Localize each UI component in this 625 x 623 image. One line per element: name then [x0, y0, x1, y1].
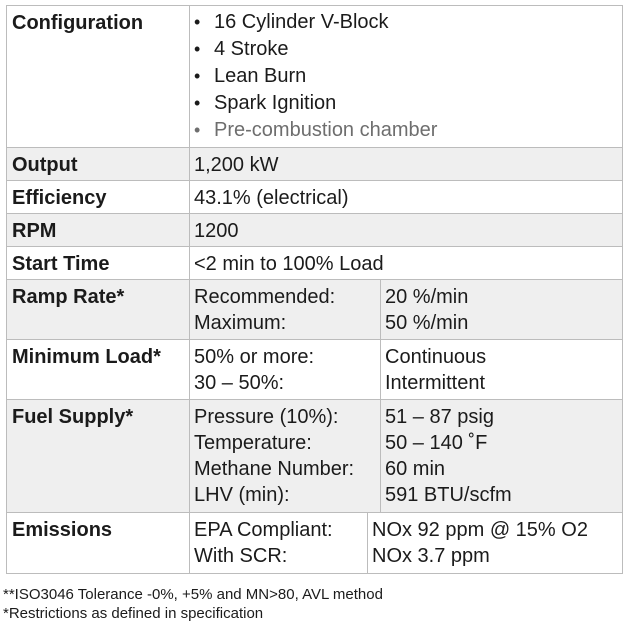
spec-keys	[190, 400, 381, 512]
bullet-icon: •	[194, 66, 201, 86]
spec-label: Fuel Supply*	[7, 400, 190, 513]
spec-key: 30 – 50%:	[194, 372, 285, 394]
spec-key: Temperature:	[194, 432, 312, 454]
list-item: • Spark Ignition	[194, 90, 622, 117]
footnotes	[3, 585, 383, 623]
spec-key: With SCR:	[194, 545, 288, 567]
spec-val: 60 min	[385, 458, 446, 480]
spec-label: RPM	[7, 214, 190, 247]
spec-keys	[190, 280, 381, 339]
configuration-list	[194, 9, 622, 144]
spec-label: Output	[7, 148, 190, 181]
spec-value	[190, 340, 623, 400]
spec-row-start-time	[7, 247, 623, 280]
spec-label: Minimum Load*	[7, 340, 190, 400]
spec-label: Start Time	[7, 247, 190, 280]
spec-keys	[190, 513, 368, 573]
spec-label: Configuration	[7, 6, 190, 148]
spec-key: Maximum:	[194, 312, 287, 334]
spec-vals	[381, 280, 622, 339]
spec-val: Continuous	[385, 346, 487, 368]
spec-key: EPA Compliant:	[194, 519, 333, 541]
spec-label: Emissions	[7, 513, 190, 574]
list-item: • 4 Stroke	[194, 36, 622, 63]
spec-key: Recommended:	[194, 286, 336, 308]
spec-vals	[381, 400, 622, 512]
spec-val: 20 %/min	[385, 286, 469, 308]
list-item: • Pre-combustion chamber	[194, 117, 622, 144]
spec-row-output	[7, 148, 623, 181]
spec-label: Ramp Rate*	[7, 280, 190, 340]
spec-table	[6, 5, 623, 574]
spec-val: 50 %/min	[385, 312, 469, 334]
bullet-icon: •	[194, 12, 201, 32]
spec-row-fuel-supply	[7, 400, 623, 513]
list-item: • Lean Burn	[194, 63, 622, 90]
spec-val: NOx 92 ppm @ 15% O2	[372, 519, 588, 541]
spec-vals	[381, 340, 622, 399]
spec-key: LHV (min):	[194, 484, 290, 506]
spec-keys	[190, 340, 381, 399]
spec-row-efficiency	[7, 181, 623, 214]
spec-val: NOx 3.7 ppm	[372, 545, 490, 567]
spec-row-ramp-rate	[7, 280, 623, 340]
spec-value: 43.1% (electrical)	[190, 181, 623, 214]
spec-row-minimum-load	[7, 340, 623, 400]
spec-label: Efficiency	[7, 181, 190, 214]
spec-row-rpm	[7, 214, 623, 247]
spec-key: 50% or more:	[194, 346, 315, 368]
spec-val: 50 – 140 ˚F	[385, 432, 488, 454]
spec-row-configuration	[7, 6, 623, 148]
spec-key: Methane Number:	[194, 458, 355, 480]
list-item: • 16 Cylinder V-Block	[194, 9, 622, 36]
spec-value	[190, 6, 623, 148]
spec-value: <2 min to 100% Load	[190, 247, 623, 280]
spec-value	[190, 400, 623, 513]
spec-vals	[368, 513, 622, 573]
spec-val: Intermittent	[385, 372, 486, 394]
spec-val: 51 – 87 psig	[385, 406, 494, 428]
bullet-icon: •	[194, 93, 201, 113]
spec-row-emissions	[7, 513, 623, 574]
spec-key: Pressure (10%):	[194, 406, 339, 428]
spec-val: 591 BTU/scfm	[385, 484, 512, 506]
spec-value	[190, 513, 623, 574]
spec-value: 1200	[190, 214, 623, 247]
spec-value	[190, 280, 623, 340]
bullet-icon: •	[194, 39, 201, 59]
spec-value: 1,200 kW	[190, 148, 623, 181]
footnote: *Restrictions as defined in specification	[3, 605, 264, 622]
bullet-icon: •	[194, 120, 201, 140]
footnote: **ISO3046 Tolerance -0%, +5% and MN>80, AVL method	[3, 586, 383, 603]
